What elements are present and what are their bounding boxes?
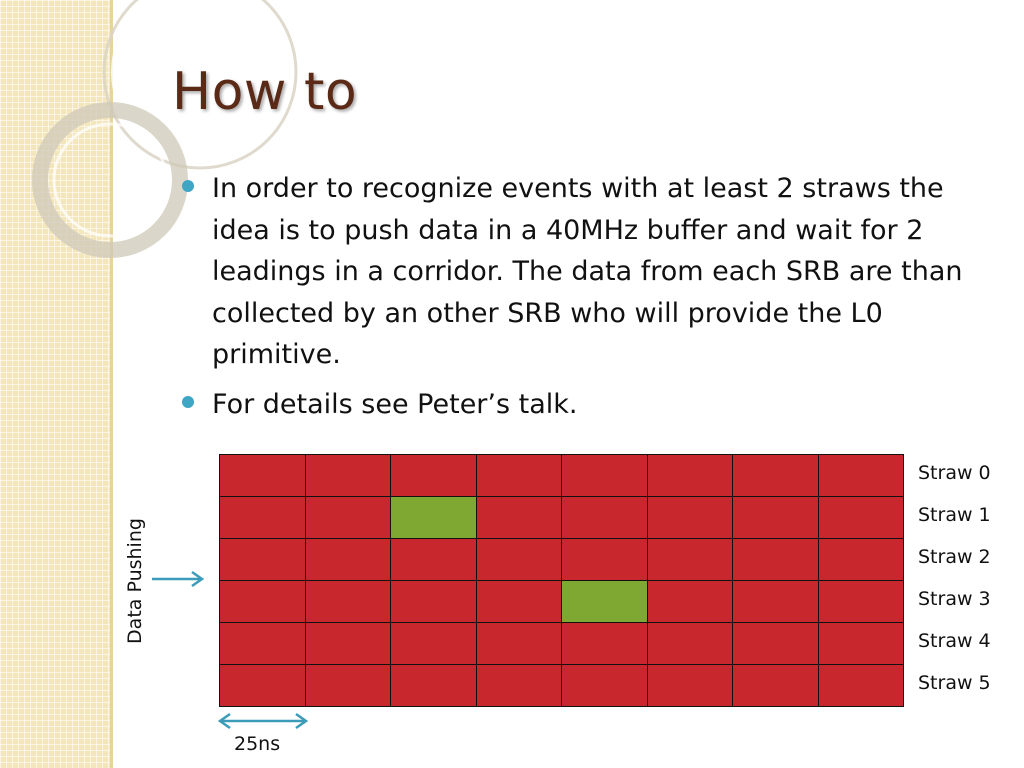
straw-label: Straw 4 xyxy=(918,630,991,652)
grid-cell xyxy=(220,623,306,665)
grid-cell xyxy=(477,581,563,623)
grid-cell xyxy=(819,581,905,623)
grid-cell xyxy=(819,497,905,539)
grid-cell xyxy=(306,539,392,581)
grid-cell xyxy=(220,665,306,707)
grid-cell xyxy=(648,665,734,707)
bullet-icon xyxy=(182,396,194,408)
grid-cell xyxy=(733,581,819,623)
grid-cell xyxy=(648,581,734,623)
grid-cell xyxy=(391,623,477,665)
grid-cell xyxy=(306,623,392,665)
time-scale-label: 25ns xyxy=(234,733,281,755)
bullet-item xyxy=(180,168,980,376)
grid-cell xyxy=(306,581,392,623)
data-pushing-label: Data Pushing xyxy=(124,518,146,644)
straw-label: Straw 2 xyxy=(918,546,991,568)
slide-title: How to xyxy=(172,62,358,122)
grid-cell-hit xyxy=(391,497,477,539)
grid-cell xyxy=(391,539,477,581)
grid-cell xyxy=(819,455,905,497)
grid-cell xyxy=(306,455,392,497)
straw-buffer-grid xyxy=(219,454,904,707)
bullet-text: For details see Peter’s talk. xyxy=(212,388,578,420)
grid-cell xyxy=(562,455,648,497)
grid-cell xyxy=(477,497,563,539)
double-arrow-icon xyxy=(214,710,314,732)
grid-cell xyxy=(733,455,819,497)
grid-cell xyxy=(306,665,392,707)
grid-cell xyxy=(562,623,648,665)
grid-cell xyxy=(391,581,477,623)
grid-cell xyxy=(477,623,563,665)
grid-cell xyxy=(648,539,734,581)
right-arrow-icon xyxy=(150,568,210,590)
grid-cell xyxy=(562,497,648,539)
straw-label: Straw 1 xyxy=(918,504,991,526)
straw-label: Straw 3 xyxy=(918,588,991,610)
grid-cell xyxy=(819,539,905,581)
grid-cell xyxy=(733,539,819,581)
grid-cell xyxy=(648,623,734,665)
grid-cell xyxy=(733,665,819,707)
grid-cell xyxy=(733,623,819,665)
grid-cell xyxy=(648,455,734,497)
grid-cell xyxy=(562,665,648,707)
grid-cell xyxy=(391,665,477,707)
bullet-item xyxy=(180,384,980,426)
grid-cell xyxy=(477,665,563,707)
straw-label-list xyxy=(918,454,991,706)
grid-cell xyxy=(562,539,648,581)
grid-cell xyxy=(391,455,477,497)
grid-cell xyxy=(220,581,306,623)
straw-label: Straw 0 xyxy=(918,462,991,484)
grid-cell-hit xyxy=(562,581,648,623)
bullet-text: In order to recognize events with at least 2 straws the idea is to push data in a 40MHz buffer and wait for 2 leadings in a corridor. The data from each SRB are than collected by an other SRB who will provide the L0 primitive. xyxy=(212,173,963,370)
bullet-list xyxy=(180,168,980,433)
grid-cell xyxy=(819,623,905,665)
bullet-icon xyxy=(182,180,194,192)
grid-cell xyxy=(306,497,392,539)
grid-cell xyxy=(819,665,905,707)
grid-cell xyxy=(220,455,306,497)
straw-label: Straw 5 xyxy=(918,672,991,694)
grid-cell xyxy=(220,539,306,581)
grid-cell xyxy=(733,497,819,539)
grid-cell xyxy=(477,455,563,497)
grid-cell xyxy=(648,497,734,539)
grid-cell xyxy=(477,539,563,581)
grid-cell xyxy=(220,497,306,539)
